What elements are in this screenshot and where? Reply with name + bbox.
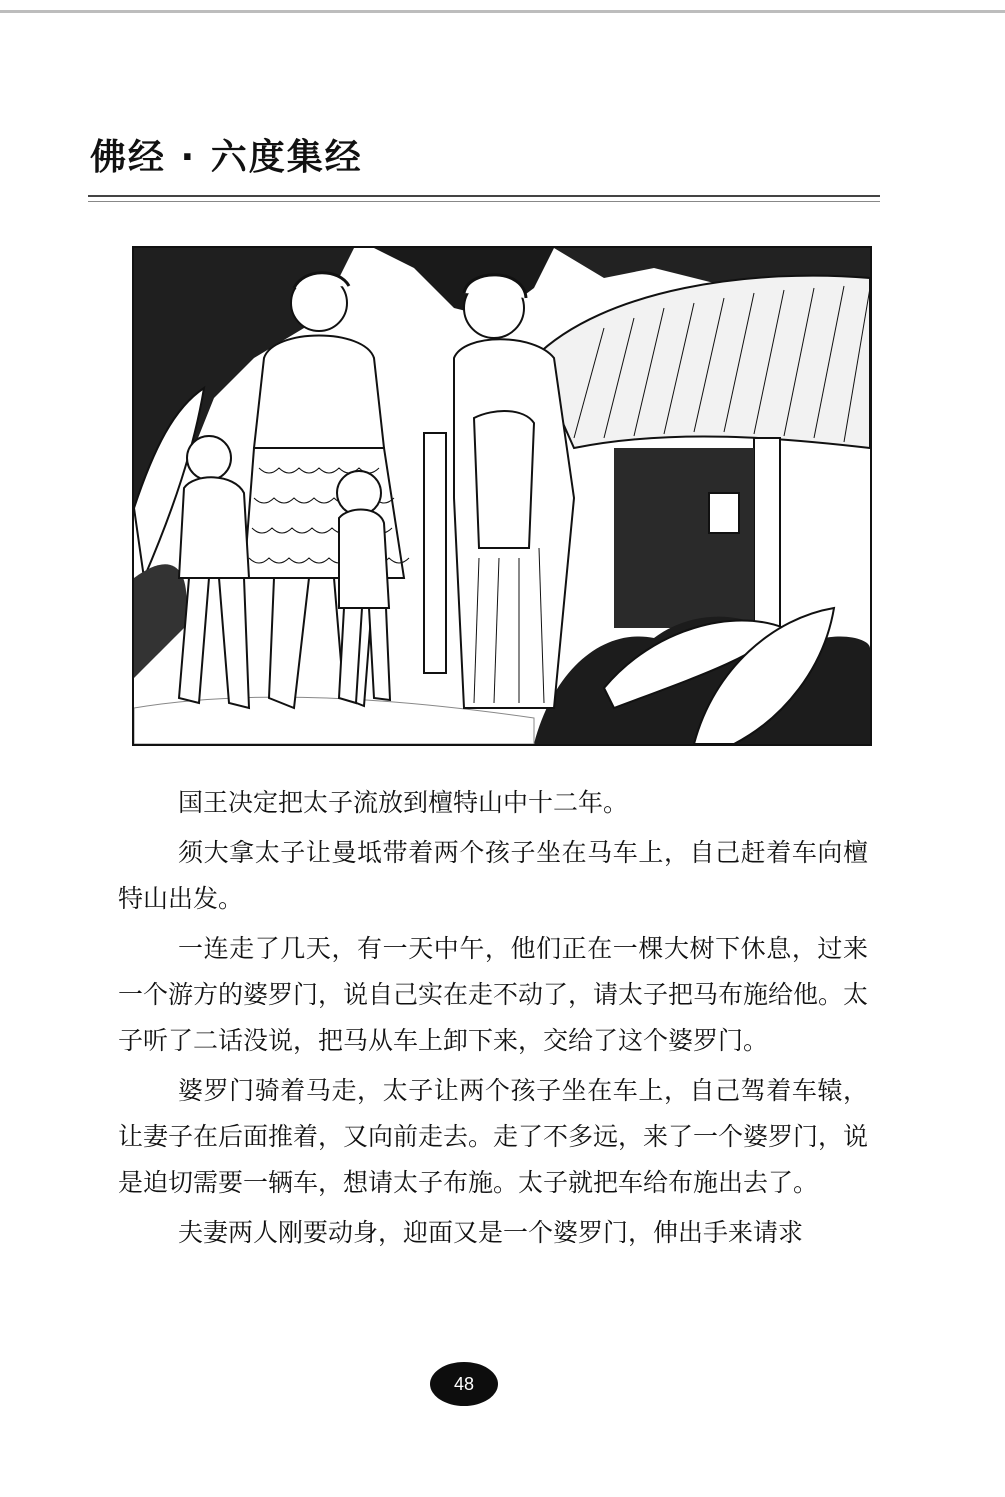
paragraph: 婆罗门骑着马走，太子让两个孩子坐在车上，自己驾着车辕，让妻子在后面推着，又向前走去。走了不多远，来了一个婆罗门，说是迫切需要一辆车，想请太子布施。太子就把车给布施出去了。 [118, 1076, 869, 1197]
header-rule [88, 195, 880, 197]
paragraph: 一连走了几天，有一天中午，他们正在一棵大树下休息，过来一个游方的婆罗门，说自己实在走不动了，请太子把马布施给他。太子听了二话没说，把马从车上卸下来，交给了这个婆罗门。 [118, 934, 869, 1055]
paragraph: 国王决定把太子流放到檀特山中十二年。 [178, 788, 629, 817]
illustration [132, 246, 872, 746]
paragraph: 夫妻两人刚要动身，迎面又是一个婆罗门，伸出手来请求 [178, 1218, 804, 1247]
page-number-badge [430, 1362, 498, 1406]
top-border-line [0, 10, 1005, 13]
header-rule-thin [88, 201, 880, 202]
illustration-drawing [134, 248, 870, 744]
body-text [118, 780, 868, 1260]
page-number: 48 [453, 1374, 475, 1394]
paragraph: 须大拿太子让曼坻带着两个孩子坐在马车上，自己赶着车向檀特山出发。 [118, 838, 868, 913]
page-title: 佛经 · 六度集经 [90, 137, 363, 178]
